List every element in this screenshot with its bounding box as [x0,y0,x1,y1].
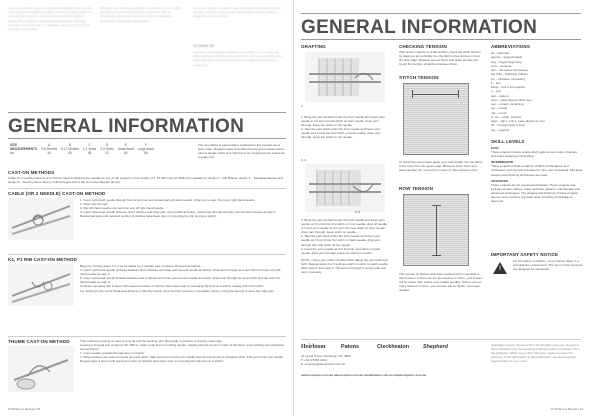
rib-illustration [8,264,74,306]
abbreviation-item: dec – decrease/ decreasing [491,68,528,72]
rib-heading: K1, P1 RIB CAST-ON METHOD [8,257,77,262]
cable-step: 1. Insert right-hand needle through front of slip knot and underneath left-hand needle. Wrap yarn under, then over right-hand needle. [80,198,256,202]
size-age: 3-6 Months [41,147,58,151]
grafting-note: NOTE – Keep yarn under needles when taking the yarn back and forth. Repeat steps 3 to 6 until one stitch remains on each needle. Work step 3, then step 5. Thread end through to wrong side and sew in securely. [301,257,389,275]
size-value: 48 [87,151,92,155]
size-value: 46 [68,151,72,155]
thumb-illustration [8,346,74,392]
grafting-step: 1. Bring the yarn forward under the front needle and insert yarn needle in 1st purl into first stitch on front needle, draw yarn through, leave the stitch on the needle. [301,115,385,128]
measurements-header: MEASUREMENTS [10,147,38,151]
warning-exclamation: ! [499,266,501,272]
address: 14 Lionel Street, Wodonga, VIC 3690 T: +61 3 5466 4014 E: enquiries@auspinners.com.au [301,354,351,367]
title-rule-bottom [8,138,286,139]
skill-advanced-text: These projects are for experienced knitters. These projects may include complex cables, colour and lace patterns, intricate lace and advanced techniques. The shaping and finishing of these projects can be more involved. A greater level of knitting knowledge is assumed. [491,182,581,204]
grafting-illustration-1 [305,52,385,102]
size-letter: F [144,143,147,147]
row-tension-swatch [403,194,469,266]
cable-step: 3. Slip left-hand needle into new loop and off right-hand needle. [80,206,165,211]
skill-intermediate-text: These projects include a variety of stitch combinations and techniques such as textured patterns, lace and colourwork. Mid-level shaping and finishing techniques are used. [491,164,583,177]
size-value: 44 [47,151,51,155]
title-rule-bottom [301,39,581,40]
step-label: 5, 6 [355,210,361,214]
skill-easy-label: EASY [491,146,500,150]
right-footer: P4 Babies & Beanies 19 [550,407,583,411]
abbreviation-item: rem – remain, remaining [491,102,524,106]
abbreviations-list [491,51,583,133]
left-page [0,0,294,416]
skill-levels [491,146,583,246]
safety-heading: IMPORTANT SAFETY NOTICE [491,252,559,257]
row-tension-text: The number of stitches and rows required will be specified in each pattern. If there are too few stitches to 10cm, your tension will be looser than stated, use smaller needles. If there are too many stitches to 10cm, your tension will be tighter, use larger needles. [399,272,483,293]
abbreviation-item: cont – continue [491,63,512,68]
measure-line [432,205,441,206]
copyright-text: Australian Country Spinners Pty Ltd. All rights reserved. No part of this publication may be reproduced without written permission from the publisher. While every effort has been made to ensure the accuracy of the information in this publication, we cannot accept responsibility for any errors. [491,343,580,364]
rib-step: Begin by working steps 1 to 3 as for Cable (or 2 needle) cast on above. Proceed as follows – [80,264,203,268]
cable-step: Repeat last step until required number of stitches have been cast on (counting the slip knot as a stitch). [80,214,217,219]
divider [8,188,286,189]
safety-text: For the safety of children, care must be taken in a potential fire environment. The items in this book are not designed for sleepwear. [513,259,583,272]
abbreviation-item: beg – begin/ beginning [491,59,522,64]
tension-text: With tension square on a flat surface, check the stitch tension by placing a pin vertically into the fabric a few stitches in from the side edge. Measure across 10cm and place another pin. Count the number of stitches between them. [399,50,481,67]
blurred-text-column-2: Excepteur sint occaecat cupidatat non proident, sunt in culpa qui officia deserunt mollit anim id est laborum. Sed ut perspiciatis unde omnis iste natus error sit voluptatem accusantium doloremque laudantium. [100,6,181,23]
size-letter: A [48,143,51,147]
brand-cleckheaton: Cleckheaton [377,344,410,350]
size-value: 56 [143,151,148,155]
stitch-tension-swatch [403,83,469,155]
page-title: GENERAL INFORMATION [8,116,245,137]
skill-advanced-label: ADVANCED [491,178,508,183]
divider [8,336,286,337]
size-letter: D [105,143,109,147]
grafting-steps-a [301,115,389,161]
measure-line [412,90,413,98]
abbreviation-item: approx – approximately [491,55,523,60]
rib-step: 5. Insert right-hand needle knitwise between last 2 stitches and wrap yarn around needle as before. Draw loop through as a knit stitch and slip onto left-hand needle as step 3. [80,276,281,285]
thumb-step: Leaving a long tail end of approx 90–150cm, make a slip knot on knitting needle. Holding tail end of yarn in palm of left hand, wrap working yarn clockwise around thumb. [80,343,285,352]
cable-heading: CABLE (OR 2 NEEDLE) CAST-ON METHOD [8,191,106,196]
skill-intermediate-label: INTERMEDIATE [491,160,514,165]
abbreviations-heading: ABBREVIATIONS [491,44,530,49]
thumb-step: This method of casting on uses a long tail and the working yarn (from ball) to produce a stretchy, neat edge. [80,339,223,343]
size-letter: B [68,143,71,147]
cable-steps [80,198,286,242]
stitch-tension-heading: STITCH TENSION [399,75,439,80]
size-age: Small Adult [117,147,134,151]
units: cm [10,151,15,155]
grafting-step: 5. Take the yarn back under the front needle and insert yarn needle as if to purl into first stitch on back needle, draw yarn through then slip stitch off the needle. [301,234,381,247]
skill-easy-text: These projects include simple stitch patterns and colour changes, plus basic shaping and finishing. [491,150,578,159]
thumb-step: 1. Insert needle upwards through loop on thumb. [80,351,145,356]
cable-step: 4. Insert right-hand needle between last 2 stitches and wrap yarn over needle as before. Draw loop through and slip onto left-hand needle as step 3. [80,210,277,215]
grafting-step: 4. Insert yarn needle as if to purl into next stitch on front needle, draw yarn through, leave stitch on needle. [301,226,386,235]
stitch-tension-text: To check the row tension place a pin horizontally into the fabric a few rows from the upper edge. Measure down 10cm and place another pin. Count the number of rows between them. [399,160,483,173]
abbreviation-item: foll, folls – following, follows [491,72,528,77]
title-rule-top [301,13,581,14]
cable-illustration [8,198,74,240]
skill-heading: SKILL LEVELS [491,139,525,144]
size-table [8,143,156,155]
abbreviation-item: rnd – round [491,110,507,115]
rib-step: Continue repeating last 2 steps until required number of stitches have been cast on (counting slip knot as a stitch), ending with a knit stitch. [80,284,265,289]
title-rule-top [8,112,286,113]
step-label: 3, 4 [301,158,307,162]
size-value: 54 [123,151,128,155]
size-letter: E [124,143,127,147]
abbreviation-item: patt – pattern [491,93,509,98]
abbreviation-item: k2tog – knit 2 sts together [491,85,526,89]
abbreviation-item: psso – pass slipped stitch over [491,97,532,102]
brand-shepherd: Shepherd [423,344,448,350]
grafting-heading: GRAFTING [301,44,326,49]
size-age: Large Adult [137,147,154,151]
abbreviation-item: tbl – through back of loop [491,123,525,128]
thumb-steps [80,339,286,389]
thumb-step: Repeat steps 1 and 2 until required number of stitches have been cast on (counting the slip knot as a stitch). [80,359,224,364]
blurred-text-column-1: Lorem ipsum dolor sit amet, consectetur adipiscing elit, sed do eiusmod tempor incididunt ut labore et dolore magna aliqua. Ut enim ad minim veniam, quis nostrud exercitation ullamco laboris nisi ut aliquip ex ea commodo consequat. Duis aute irure dolor in reprehenderit in voluptate velit esse cillum dolore eu fugiat nulla pariatur. [8,6,92,32]
blurred-text-column-3: Nemo enim ipsam voluptatem quia voluptas sit aspernatur aut odit aut fugit, sed quia consequuntur magni dolores eos qui ratione voluptatem sequi nesciunt. [193,6,281,19]
measure-line [412,94,458,95]
page-title: GENERAL INFORMATION [301,17,538,38]
rib-step: For working in the round (Seamless Beanie or Slouchy Hood), work the first round as a row before joining, using the tail end to close the edge gap. [80,288,275,293]
grafting-steps-b [301,218,389,338]
brand-patons: Patons [341,344,359,350]
cable-step: 2. Draw loop through. [80,202,109,207]
step-label: 1. [301,104,304,108]
divider [301,339,581,340]
caston-heading: CAST-ON METHODS [8,170,55,175]
thumb-step: 2. Wrap working yarn around needle as a knit stitch. Take loop from thumb over needle and remove thumb to complete stitch. Pull yarn firmly onto needle. [80,355,284,360]
size-age: 6-12 Months [61,147,79,151]
abbreviation-item: st, sts – stitch, stitches [491,114,522,119]
row-tension-heading: ROW TENSION [399,186,434,191]
right-page [295,0,589,416]
rib-step: 4. Insert right-hand needle purlwise between last 2 stitches and wrap yarn around needle as before. Draw loop through as a purl stitch and slip onto left-hand needle as step 3. [80,268,282,277]
size-age: 1-2 Years [82,147,97,151]
size-value: 52 [105,151,109,155]
abbreviation-item: p – purl [491,89,502,94]
abbreviation-item: alt – alternate [491,51,510,55]
measure-line [436,205,437,255]
abbreviation-item: rep – repeat [491,106,508,111]
measure-line [458,90,459,98]
blurred-text-column-4: Excepteur sint occaecat cupidatat non proident, sunt in culpa qui officia deserunt mollit anim id est laborum. Sed ut perspiciatis unde omnis iste natus error sit voluptatem accusantium doloremque laudantium. [193,50,282,67]
size-letter: C [88,143,91,147]
grafting-step: 3. Bring the yarn forward under the front needle and insert yarn needle as if to knit into first stitch on front needle, drop off needle. [301,218,388,227]
brand-urls[interactable]: heirloomyarns.com.au patonsyarns.com.au cleckheaton.com.au shepherdyarns.com.au [301,373,427,377]
thumb-heading: THUMB CAST-ON METHOD [8,339,70,344]
abbreviation-item: k – knit [491,80,501,85]
size-note: The size tables in each pattern contained in this booklet use a letter code. Measure head circumference around forehead above ears to decide which size will fit best as measurements stated are a guide only. [198,143,286,160]
caston-text: Cable (or 2 needle) Cast-On and Thumb Cast-On Method are suitable for any of the projects in this booklet. K1, P1 Rib Cast-On Method is suitable for design 2 – Rib Beanie, design 3 – Seamless Beanie and design 6 – Slouchy Hood. Every method begins with a slip knot (see diagram above). [8,176,283,185]
grafting-step: 2. Take the yarn back under the front needle and insert yarn needle as if to knit into first stitch on back needle, draw yarn through, leave the stitch on the needle. [301,127,381,140]
rib-steps [80,264,286,310]
tension-heading: CHECKING TENSION [399,44,447,49]
size-age: 3-5 Years [100,147,114,151]
abbreviation-item: skpo – slip 1, knit 1, pass slipped st over [491,119,545,123]
measure-line [432,255,441,256]
abbreviation-item: tog – together [491,127,510,132]
left-footer: 18 Babies & Beanies P4 [8,407,41,411]
brand-heirloom: Heirloom [301,344,326,350]
grafting-illustration-2 [305,164,385,212]
abbreviation-item: inc – increase, increasing [491,76,525,81]
grafting-step: 6. Insert the yarn needle as if to knit into next stitch on back needle, draw yarn through, leave the stitch on needle. [301,246,380,255]
blurred-heading: TO MAKE UP [193,44,215,48]
size-header: SIZE [10,143,18,147]
divider [8,254,286,255]
